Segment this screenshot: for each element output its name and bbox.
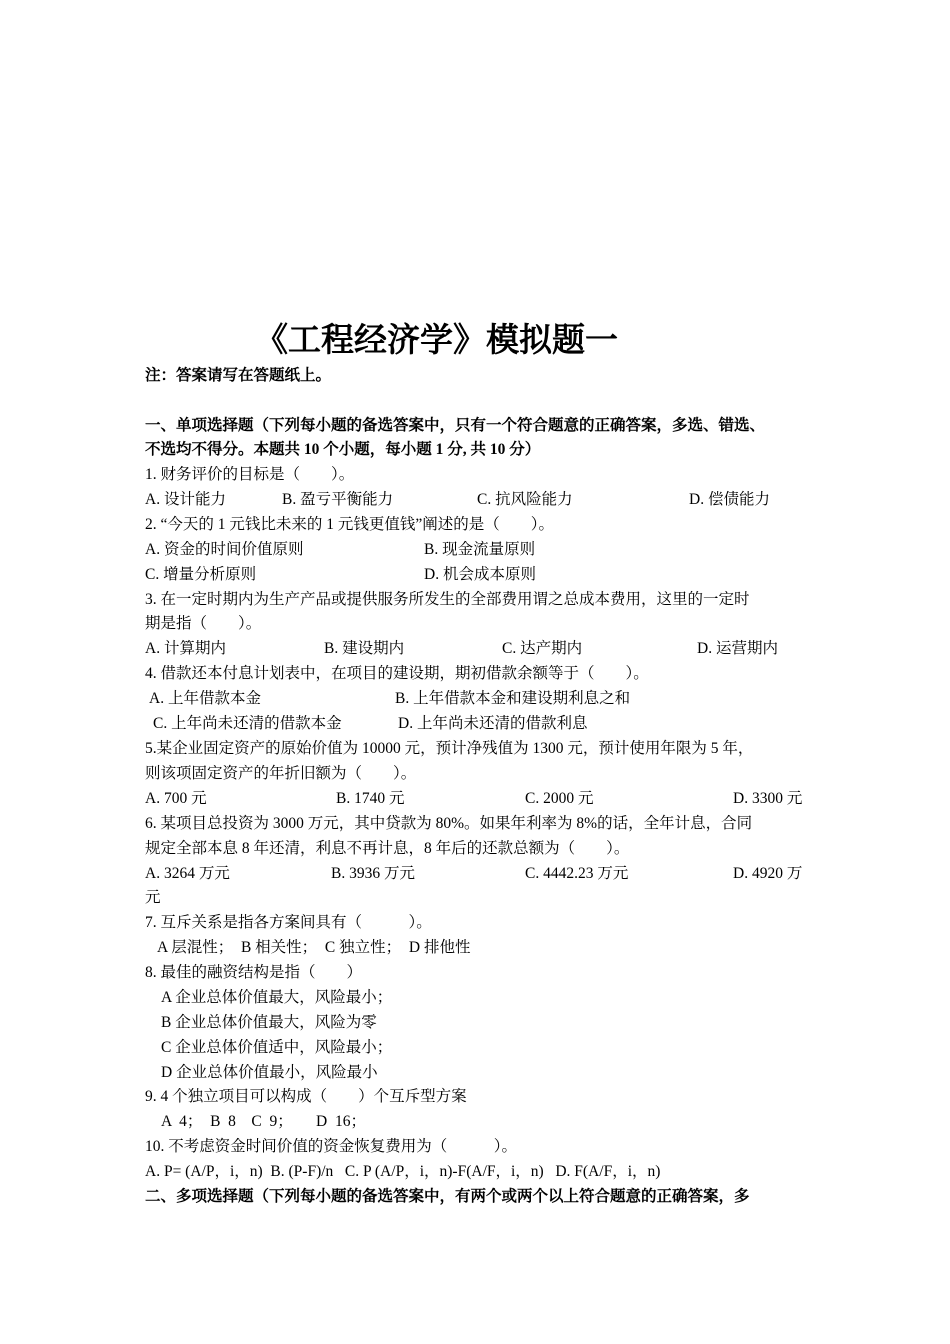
- q10-stem: 10. 不考虑资金时间价值的资金恢复费用为（ ）。: [145, 1138, 518, 1155]
- q6-option-d: D. 4920 万: [733, 865, 803, 882]
- q8-option-d: D 企业总体价值最小，风险最小: [161, 1064, 378, 1081]
- q8-option-a: A 企业总体价值最大，风险最小；: [161, 989, 393, 1006]
- q4-option-c: C. 上年尚未还清的借款本金: [153, 715, 342, 732]
- q1-option-a: A. 设计能力: [145, 491, 226, 508]
- q1-stem: 1. 财务评价的目标是（ ）。: [145, 466, 355, 483]
- q7-options: A 层混性； B 相关性； C 独立性； D 排他性: [157, 939, 471, 956]
- q5-stem-line1: 5.某企业固定资产的原始价值为 10000 元，预计净残值为 1300 元，预计使用年限为 5 年，: [145, 740, 754, 757]
- q5-stem-line2: 则该项固定资产的年折旧额为（ ）。: [145, 765, 417, 782]
- q3-stem-line2: 期是指（ ）。: [145, 615, 262, 632]
- q2-stem: 2. “今天的 1 元钱比未来的 1 元钱更值钱”阐述的是（ ）。: [145, 516, 555, 533]
- q6-option-b: B. 3936 万元: [331, 865, 415, 882]
- section2-header: 二、多项选择题（下列每小题的备选答案中，有两个或两个以上符合题意的正确答案，多: [145, 1188, 750, 1205]
- q1-option-c: C. 抗风险能力: [477, 491, 573, 508]
- q3-option-b: B. 建设期内: [324, 640, 405, 657]
- page-title: 《工程经济学》模拟题一: [255, 320, 618, 359]
- q5-option-b: B. 1740 元: [336, 790, 405, 807]
- q8-stem: 8. 最佳的融资结构是指（ ）: [145, 964, 363, 981]
- q7-stem: 7. 互斥关系是指各方案间具有（ ）。: [145, 914, 432, 931]
- q4-option-b: B. 上年借款本金和建设期利息之和: [395, 690, 631, 707]
- q3-option-c: C. 达产期内: [502, 640, 583, 657]
- q5-option-c: C. 2000 元: [525, 790, 594, 807]
- q9-options: A 4； B 8 C 9； D 16；: [161, 1113, 366, 1130]
- q1-option-b: B. 盈亏平衡能力: [282, 491, 394, 508]
- q2-option-c: C. 增量分析原则: [145, 566, 257, 583]
- section1-header-line2: 不选均不得分。本题共 10 个小题，每小题 1 分, 共 10 分）: [145, 441, 541, 458]
- note: 注：答案请写在答题纸上。: [145, 367, 332, 384]
- q5-option-a: A. 700 元: [145, 790, 207, 807]
- q3-option-d: D. 运营期内: [697, 640, 778, 657]
- q10-options: A. P= (A/P，i，n) B. (P-F)/n C. P (A/P，i，n)-F(A/F，i，n) D. F(A/F，i，n): [145, 1163, 661, 1180]
- q4-option-d: D. 上年尚未还清的借款利息: [398, 715, 588, 732]
- q2-option-a: A. 资金的时间价值原则: [145, 541, 304, 558]
- q1-option-d: D. 偿债能力: [689, 491, 770, 508]
- q6-stem-line1: 6. 某项目总投资为 3000 万元，其中贷款为 80%。如果年利率为 8%的话，全年计息，合同: [145, 815, 753, 832]
- q6-option-d-wrap: 元: [145, 889, 161, 906]
- q8-option-b: B 企业总体价值最大，风险为零: [161, 1014, 377, 1031]
- q4-stem: 4. 借款还本付息计划表中，在项目的建设期，期初借款余额等于（ ）。: [145, 665, 649, 682]
- q3-option-a: A. 计算期内: [145, 640, 226, 657]
- q3-stem-line1: 3. 在一定时期内为生产产品或提供服务所发生的全部费用谓之总成本费用，这里的一定时: [145, 591, 750, 608]
- q6-option-c: C. 4442.23 万元: [525, 865, 629, 882]
- q2-option-b: B. 现金流量原则: [424, 541, 536, 558]
- section1-header-line1: 一、单项选择题（下列每小题的备选答案中，只有一个符合题意的正确答案，多选、错选、: [145, 417, 766, 434]
- q4-option-a: A. 上年借款本金: [149, 690, 261, 707]
- q5-option-d: D. 3300 元: [733, 790, 803, 807]
- q8-option-c: C 企业总体价值适中，风险最小；: [161, 1039, 393, 1056]
- q6-option-a: A. 3264 万元: [145, 865, 230, 882]
- q2-option-d: D. 机会成本原则: [424, 566, 536, 583]
- q6-stem-line2: 规定全部本息 8 年还清，利息不再计息，8 年后的还款总额为（ ）。: [145, 840, 630, 857]
- q9-stem: 9. 4 个独立项目可以构成（ ）个互斥型方案: [145, 1088, 467, 1105]
